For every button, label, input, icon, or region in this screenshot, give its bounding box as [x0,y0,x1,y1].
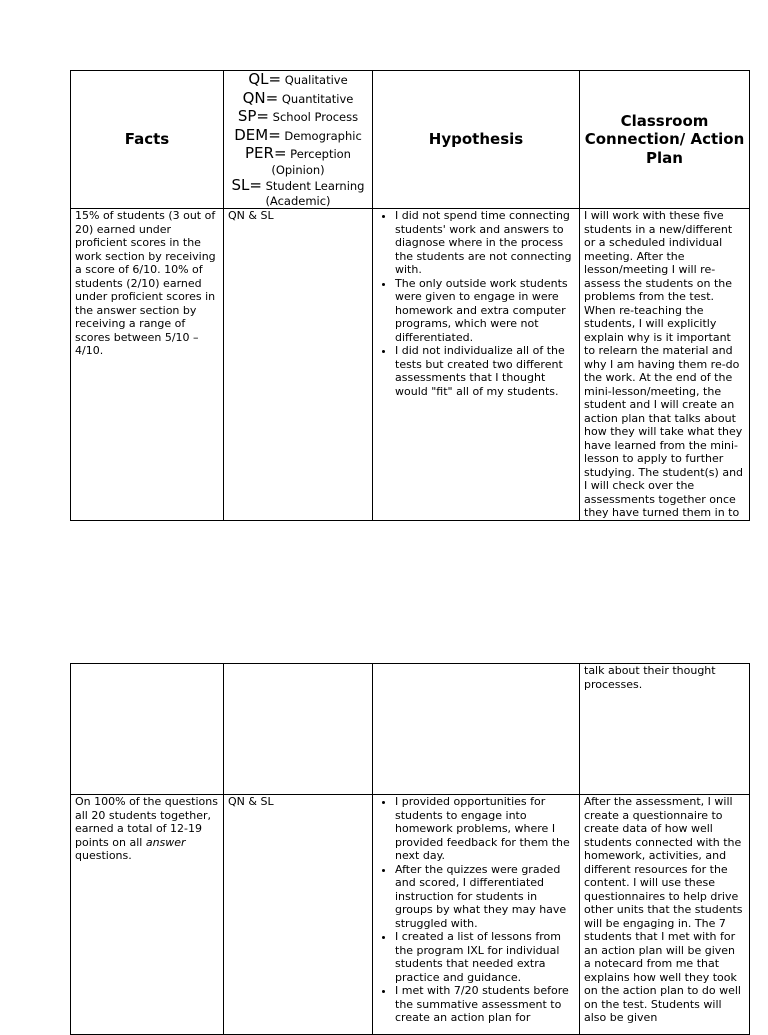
legend-desc: Student Learning [265,178,365,193]
hypothesis-cell [373,795,580,1035]
header-row [71,71,750,209]
hypothesis-item: • I did not individualize all of the tests but created two different assessments that I thought would "fit" all of my students. [395,344,575,398]
legend-cell [224,71,373,209]
legend-code: PER= [245,144,287,162]
header-facts [71,71,224,209]
legend-desc: Demographic [284,128,362,143]
facts-text: 15% of students (3 out of 20) earned under proficient scores in the work section by receiving a score of 6/10. 10% of students (2/10) earned under proficient scores in the answer section by receiving a range of scores between 5/10 – 4/10. [75,209,216,357]
hypothesis-item: • I met with 7/20 students before the summative assessment to create an action plan for [395,984,575,1025]
facts-emphasis: answer [145,835,186,849]
type-text: QN & SL [228,795,274,808]
hypothesis-list [377,209,575,398]
table-row [71,209,750,521]
action-cell [580,664,750,795]
hypothesis-item: • The only outside work students were given to engage in were homework and extra computer programs, which were not differentiated. [395,277,575,345]
header-hypothesis [373,71,580,209]
hypothesis-item: • I did not spend time connecting students' work and answers to diagnose where in the process the students are not connecting with. [395,209,575,277]
action-cell [580,209,750,521]
table-row [71,664,750,795]
facts-cell [71,209,224,521]
legend-sl-sub: (Academic) [265,194,331,208]
legend-sp [226,108,370,127]
type-cell [224,664,373,795]
legend-desc: Perception [290,147,351,161]
header-classroom-label: Classroom Connection/ Action Plan [584,111,745,167]
legend-code: DEM= [234,125,281,144]
legend-code: SL= [231,175,262,194]
hypothesis-list [377,795,575,1025]
table-1 [70,70,750,521]
action-text: After the assessment, I will create a questionnaire to create data of how well students connected with the homework, activities, and different resources for the content. I will use these questionnaires to help drive other units that the students will be engaging in. The 7 students that I met with for an action plan will be given a notecard from me that explains how well they took on the action plan to do well on the test. Students will also be given [584,795,743,1024]
legend-desc: Quantitative [281,91,354,106]
legend-ql [226,71,370,90]
action-cell [580,795,750,1035]
legend-code: SP= [237,107,269,125]
type-cell [224,795,373,1035]
facts-cell [71,795,224,1035]
facts-cell [71,664,224,795]
legend-code: QL= [248,70,282,88]
action-text: I will work with these five students in a new/different or a scheduled individual meeting. After the lesson/meeting I will re-assess the students on the problems from the test. When re-teaching the students, I will explicitly explain why is it important to relearn the material and why I am having them re-do the work. At the end of the mini-lesson/meeting, the student and I will create an action plan that talks about how they will take what they have learned from the mini-lesson to apply to further studying. The student(s) and I will check over the assessments together once they have turned them in to [584,209,744,519]
header-classroom [580,71,750,209]
type-cell [224,209,373,521]
action-text: talk about their thought processes. [584,664,716,691]
hypothesis-item: • I created a list of lessons from the program IXL for individual students that needed extra practice and guidance. [395,930,575,984]
hypothesis-item: • After the quizzes were graded and scored, I differentiated instruction for students in groups by what they may have struggled with. [395,863,575,931]
facts-text-part: questions. [75,849,132,862]
legend-dem [226,127,370,146]
legend-sl [226,177,370,196]
legend-code: QN= [242,88,279,107]
header-facts-label: Facts [124,130,170,149]
legend-per [226,145,370,164]
table-2 [70,663,750,1035]
header-hypothesis-label: Hypothesis [428,130,524,149]
table-row [71,795,750,1035]
hypothesis-item: • I provided opportunities for students to engage into homework problems, where I provided feedback for them the next day. [395,795,575,863]
facts-text [75,795,219,863]
legend-desc: School Process [272,110,359,124]
legend-desc: Qualitative [284,73,348,87]
hypothesis-cell [373,209,580,521]
facts-text-part: On 100% of the questions all 20 students together, earned a total of 12-19 points on all [75,795,218,849]
legend-per-sub: (Opinion) [271,162,325,177]
legend-qn [226,90,370,109]
type-text: QN & SL [228,209,274,222]
hypothesis-cell [373,664,580,795]
